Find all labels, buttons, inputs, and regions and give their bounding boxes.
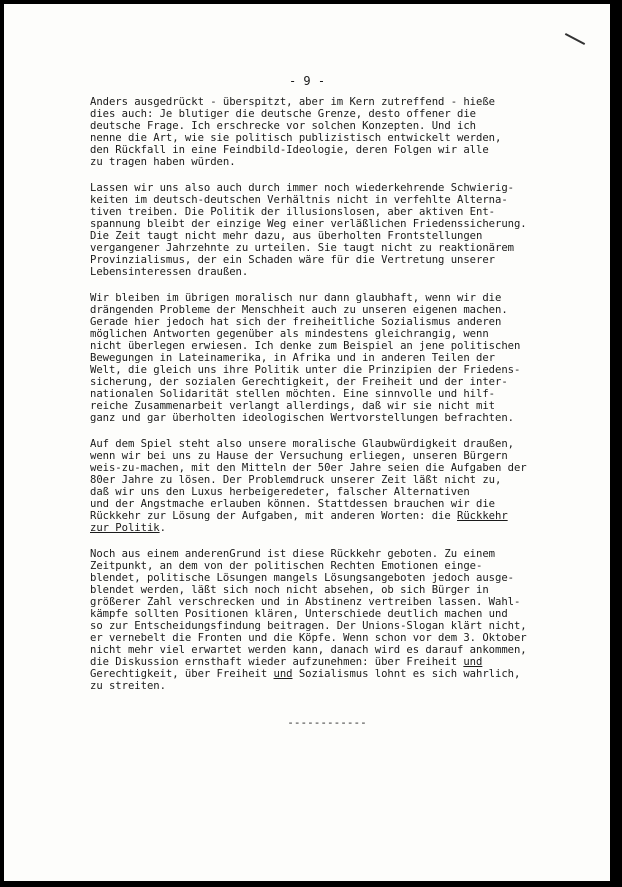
text-segment: Provinzialismus, der ein Schaden wäre für die Vertretung unserer [90, 254, 495, 266]
underlined-text: zur Politik [90, 522, 160, 534]
text-line [90, 156, 564, 168]
text-segment: Gerade hier jedoch hat sich der freiheitliche Sozialismus anderen [90, 316, 502, 328]
end-divider: ------------ [287, 716, 367, 729]
text-line [90, 584, 564, 596]
text-segment: Anders ausgedrückt - überspitzt, aber im Kern zutreffend - hieße [90, 96, 495, 108]
text-segment: . [159, 522, 166, 534]
text-segment: deutsche Frage. Ich erschrecke vor solchen Konzepten. Und ich [90, 120, 477, 132]
text-line [90, 108, 564, 120]
paragraph [90, 292, 564, 424]
text-segment: Gerechtigkeit, über Freiheit [90, 668, 274, 680]
text-line [90, 218, 564, 230]
text-line [90, 376, 564, 388]
text-line [90, 572, 564, 584]
text-segment: weis-zu-machen, mit den Mitteln der 50er Jahre seien die Aufgaben der [90, 462, 527, 474]
document-body [90, 96, 564, 706]
text-segment: wenn wir bei uns zu Hause der Versuchung erliegen, unseren Bürgern [90, 450, 508, 462]
text-segment: ganz und gar überholten ideologischen Wertvorstellungen befrachten. [90, 412, 514, 424]
text-segment: nationalen Solidarität stellen möchten. Eine sinnvolle und hilf- [90, 388, 495, 400]
page-number: - 9 - [288, 74, 326, 88]
text-segment: 80er Jahre zu lösen. Der Problemdruck unserer Zeit läßt nicht zu, [90, 474, 502, 486]
text-segment: Noch aus einem anderenGrund ist diese Rückkehr geboten. Zu einem [90, 548, 495, 560]
text-line [90, 596, 564, 608]
text-line [90, 560, 564, 572]
text-segment: die Diskussion ernsthaft wieder aufzunehmen: über Freiheit [90, 656, 464, 668]
text-segment: Bewegungen in Lateinamerika, in Afrika und in anderen Teilen der [90, 352, 495, 364]
text-line [90, 608, 564, 620]
text-line [90, 292, 564, 304]
text-segment: Zeitpunkt, an dem von der politischen Rechten Emotionen einge- [90, 560, 483, 572]
text-segment: so zur Entscheidungsfindung beitragen. Der Unions-Slogan klärt nicht, [90, 620, 527, 632]
text-segment: er vernebelt die Fronten und die Köpfe. Wenn schon vor dem 3. Oktober [90, 632, 527, 644]
text-line [90, 242, 564, 254]
text-segment: kämpfe sollten Positionen klären, Unterschiede deutlich machen und [90, 608, 508, 620]
text-line [90, 656, 564, 668]
paragraph [90, 548, 564, 692]
text-segment: Die Zeit taugt nicht mehr dazu, aus überholten Frontstellungen [90, 230, 483, 242]
text-segment: reiche Zusammenarbeit verlangt allerdings, daß wir sie nicht mit [90, 400, 495, 412]
text-line [90, 510, 564, 522]
underlined-text: und [273, 668, 293, 680]
text-line [90, 230, 564, 242]
text-line [90, 96, 564, 108]
text-line [90, 620, 564, 632]
text-line [90, 266, 564, 278]
text-line [90, 194, 564, 206]
text-segment: Welt, die gleich uns ihre Politik unter die Prinzipien der Friedens- [90, 364, 521, 376]
paragraph [90, 438, 564, 534]
text-line [90, 632, 564, 644]
text-segment: sicherung, der sozialen Gerechtigkeit, der Freiheit und der inter- [90, 376, 508, 388]
corner-mark [565, 33, 585, 45]
text-segment: den Rückfall in eine Feindbild-Ideologie, deren Folgen wir alle [90, 144, 489, 156]
text-segment: spannung bleibt der einzige Weg einer verläßlichen Friedenssicherung. [90, 218, 527, 230]
text-line [90, 388, 564, 400]
text-line [90, 340, 564, 352]
text-segment: Rückkehr zur Lösung der Aufgaben, mit anderen Worten: die [90, 510, 458, 522]
text-line [90, 644, 564, 656]
underlined-text: Rückkehr [457, 510, 508, 522]
text-segment: Lassen wir uns also auch durch immer noch wiederkehrende Schwierig- [90, 182, 514, 194]
text-line [90, 438, 564, 450]
text-segment: Auf dem Spiel steht also unsere moralische Glaubwürdigkeit draußen, [90, 438, 514, 450]
text-segment: drängenden Probleme der Menschheit auch zu unseren eigenen machen. [90, 304, 508, 316]
text-segment: keiten im deutsch-deutschen Verhältnis nicht in verfehlte Alterna- [90, 194, 508, 206]
text-line [90, 254, 564, 266]
text-segment: nenne die Art, wie sie politisch publizistisch entwickelt werden, [90, 132, 502, 144]
text-line [90, 206, 564, 218]
text-segment: vergangener Jahrzehnte zu urteilen. Sie taugt nicht zu reaktionärem [90, 242, 514, 254]
text-segment: nicht überlegen erwiesen. Ich denke zum Beispiel an jene politischen [90, 340, 521, 352]
text-line [90, 412, 564, 424]
text-line [90, 474, 564, 486]
text-segment: daß wir uns den Luxus herbeigeredeter, falscher Alternativen [90, 486, 470, 498]
text-line [90, 364, 564, 376]
paragraph [90, 96, 564, 168]
text-segment: zu streiten. [90, 680, 166, 692]
text-line [90, 400, 564, 412]
text-line [90, 486, 564, 498]
text-segment: Lebensinteressen draußen. [90, 266, 249, 278]
document-page [4, 4, 610, 881]
text-line [90, 548, 564, 560]
text-line [90, 132, 564, 144]
text-segment: nicht mehr viel erwartet werden kann, danach wird es darauf ankommen, [90, 644, 527, 656]
text-line [90, 668, 564, 680]
text-line [90, 328, 564, 340]
text-line [90, 182, 564, 194]
text-line [90, 680, 564, 692]
text-line [90, 462, 564, 474]
text-segment: blendet, politische Lösungen mangels Lösungsangeboten jedoch ausge- [90, 572, 514, 584]
text-segment: tiven treiben. Die Politik der illusionslosen, aber aktiven Ent- [90, 206, 495, 218]
text-segment: blendet werden, läßt sich noch nicht absehen, ob sich Bürger in [90, 584, 489, 596]
paragraph [90, 182, 564, 278]
underlined-text: und [463, 656, 483, 668]
text-segment: größerer Zahl verschrecken und in Abstinenz vertreiben lassen. Wahl- [90, 596, 521, 608]
text-line [90, 120, 564, 132]
text-segment: und der Angstmache erlauben können. Stattdessen brauchen wir die [90, 498, 495, 510]
text-line [90, 144, 564, 156]
text-line [90, 498, 564, 510]
text-segment: Sozialismus lohnt es sich wahrlich, [292, 668, 521, 680]
text-line [90, 316, 564, 328]
text-segment: dies auch: Je blutiger die deutsche Grenze, desto offener die [90, 108, 477, 120]
text-segment: Wir bleiben im übrigen moralisch nur dann glaubhaft, wenn wir die [90, 292, 502, 304]
text-segment: möglichen Antworten gegenüber als mindestens gleichrangig, wenn [90, 328, 489, 340]
text-line [90, 450, 564, 462]
text-line [90, 352, 564, 364]
text-segment: zu tragen haben würden. [90, 156, 236, 168]
text-line [90, 304, 564, 316]
text-line [90, 522, 564, 534]
